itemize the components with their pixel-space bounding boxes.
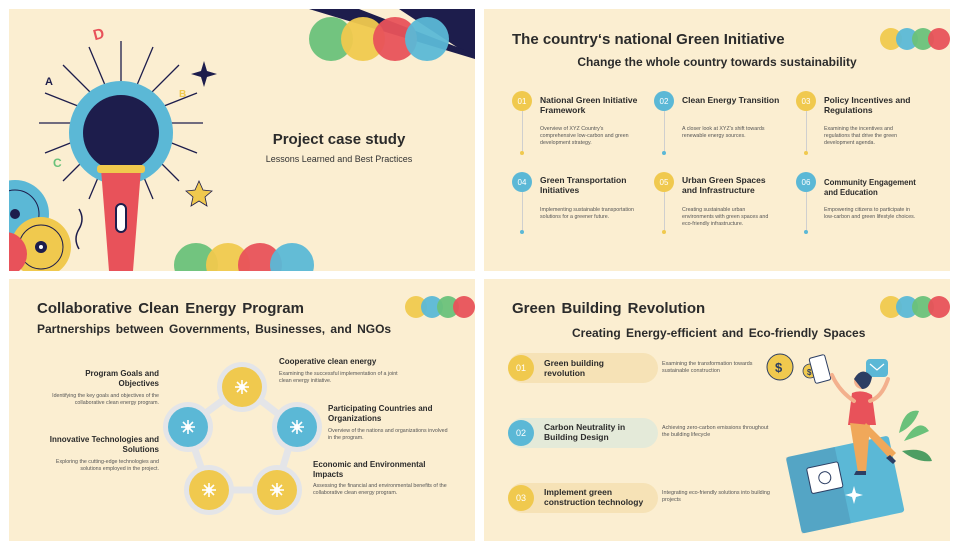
item-desc: Examining the transformation towards sustainable construction <box>662 361 753 374</box>
item-number-badge: 03 <box>796 91 816 111</box>
item-title: Green Transportation Initiatives <box>540 175 627 195</box>
svg-text:A: A <box>45 76 53 88</box>
slide-subtitle: Partnerships between Governments, Businesses, and NGOs <box>37 322 392 336</box>
network-icon <box>222 367 262 407</box>
slide-green-building[interactable] <box>484 279 950 541</box>
slide-title: The country‘s national Green Initiative <box>512 31 785 48</box>
color-circles <box>880 296 950 318</box>
item-desc: Achieving zero-carbon emissions throughout the building lifecycle <box>662 425 769 438</box>
item-title: Green building revolution <box>544 358 604 378</box>
goal-title: Innovative Technologies and Solutions <box>49 435 159 454</box>
goal-desc: Examining the successful implementation of a joint clean energy initiative. <box>279 371 398 384</box>
svg-text:$: $ <box>807 368 812 377</box>
slide-subtitle: Creating Energy-efficient and Eco-friendly Spaces <box>572 326 866 340</box>
slide-green-initiative[interactable] <box>484 9 950 271</box>
goal-title: Economic and Environmental Impacts <box>313 460 426 479</box>
item-title: Urban Green Spaces and Infrastructure <box>682 175 766 195</box>
item-desc: Integrating eco-friendly solutions into building projects <box>662 490 770 503</box>
goal-desc: Overview of the nations and organizations involved in the program. <box>328 428 448 441</box>
slide-title: Green Building Revolution <box>512 300 706 317</box>
item-number-badge: 02 <box>654 91 674 111</box>
goal-title: Cooperative clean energy <box>279 357 377 366</box>
item-number-badge: 01 <box>508 355 534 381</box>
network-icon <box>168 407 208 447</box>
item-number-badge: 02 <box>508 420 534 446</box>
page-title: Project case study <box>272 131 406 148</box>
network-icon <box>257 470 297 510</box>
item-desc: Implementing sustainable transportation solutions for a greener future. <box>540 207 634 220</box>
svg-text:C: C <box>53 156 62 170</box>
item-title: Implement green construction technology <box>544 487 644 507</box>
item-desc: Overview of XYZ Country's comprehensive low-carbon and green development strategy. <box>540 126 629 146</box>
network-icon <box>277 407 317 447</box>
slide-project-case-study[interactable] <box>9 9 475 271</box>
person-wallet-illustration <box>754 351 950 541</box>
svg-text:D: D <box>91 24 107 45</box>
slide-title: Collaborative Clean Energy Program <box>37 300 304 317</box>
item-desc: A closer look at XYZ's shift towards renewable energy sources. <box>682 126 765 139</box>
item-number-badge: 04 <box>512 172 532 192</box>
item-title: Community Engagement and Education <box>824 178 916 197</box>
item-number-badge: 03 <box>508 485 534 511</box>
item-desc: Examining the incentives and regulations that drive the green development agenda. <box>824 126 898 146</box>
item-title: Policy Incentives and Regulations <box>824 95 911 115</box>
item-title: Carbon Neutrality in Building Design <box>544 422 626 442</box>
color-circles <box>405 296 475 318</box>
item-title: Clean Energy Transition <box>682 95 780 105</box>
item-desc: Empowering citizens to participate in low-carbon and green lifestyle choices. <box>824 207 916 220</box>
item-desc: Creating sustainable urban environments with green spaces and eco-friendly infrastructure. <box>682 207 769 227</box>
item-number-badge: 06 <box>796 172 816 192</box>
item-number-badge: 01 <box>512 91 532 111</box>
goal-desc: Assessing the financial and environmental benefits of the collaborative clean energy program. <box>313 483 447 496</box>
goal-desc: Identifying the key goals and objectives of the collaborative clean energy program. <box>52 393 159 406</box>
item-number-badge: 05 <box>654 172 674 192</box>
color-circles-top <box>309 17 449 61</box>
goal-desc: Exploring the cutting-edge technologies and solutions employed in the project. <box>55 459 159 472</box>
goal-title: Participating Countries and Organizations <box>328 404 433 423</box>
item-title: National Green Initiative Framework <box>540 95 638 115</box>
slide-clean-energy-program[interactable] <box>9 279 475 541</box>
color-circles <box>880 28 950 50</box>
goal-title: Program Goals and Objectives <box>85 369 159 388</box>
microphone-illustration <box>9 9 239 271</box>
page-subtitle: Lessons Learned and Best Practices <box>265 154 413 164</box>
svg-text:$: $ <box>775 360 783 375</box>
network-icon <box>189 470 229 510</box>
svg-text:B: B <box>179 89 187 100</box>
slide-subtitle: Change the whole country towards sustainability <box>577 55 857 69</box>
